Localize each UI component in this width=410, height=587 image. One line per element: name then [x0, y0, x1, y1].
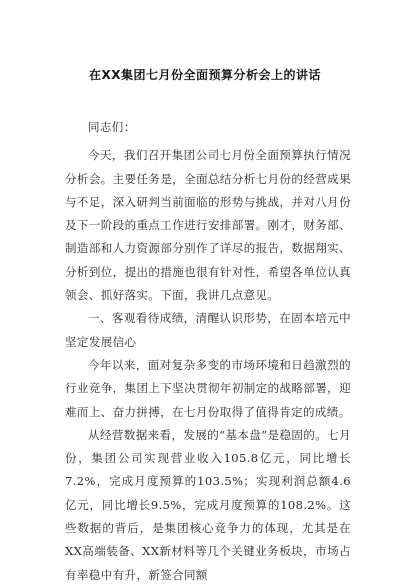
paragraph-opening: 今天，我们召开集团公司七月份全面预算执行情况分析会。主要任务是，全面总结分析七月份的经营成果与不足，深入研判当前面临的形势与挑战，并对八月份及下一阶段的重点工作进行安排部署。刚才，财务部、制造部和人力资源部分别作了详尽的报告，数据翔实、分析到位，提出的措施也很有针对性，希望各单位认真领会、抓好落实。下面，我讲几点意见。: [65, 148, 351, 303]
salutation: 同志们：: [88, 120, 136, 134]
document-title: 在XX集团七月份全面预算分析会上的讲话: [88, 68, 321, 82]
paragraph-data: 从经营数据来看，发展的“基本盘”是稳固的。七月份，集团公司实现营业收入105.8亿元，同比增长7.2%，完成月度预算的103.5%；实现利润总额4.6亿元，同比增长9.5%，完成月度预算的108.2%。这些数据的背后，是集团核心竞争力的体现，尤其是在XX高端装备、XX新材料等几个关键业务板块，市场占有率稳中有升，新签合同额: [65, 427, 351, 582]
section-heading-1: 一、客观看待成绩，清醒认识形势，在固本培元中坚定发展信心: [65, 311, 351, 349]
document-body: [65, 116, 351, 587]
paragraph-context: 今年以来，面对复杂多变的市场环境和日趋激烈的行业竞争，集团上下坚决贯彻年初制定的战略部署，迎难而上、奋力拼搏，在七月份取得了值得肯定的成绩。: [65, 357, 351, 419]
